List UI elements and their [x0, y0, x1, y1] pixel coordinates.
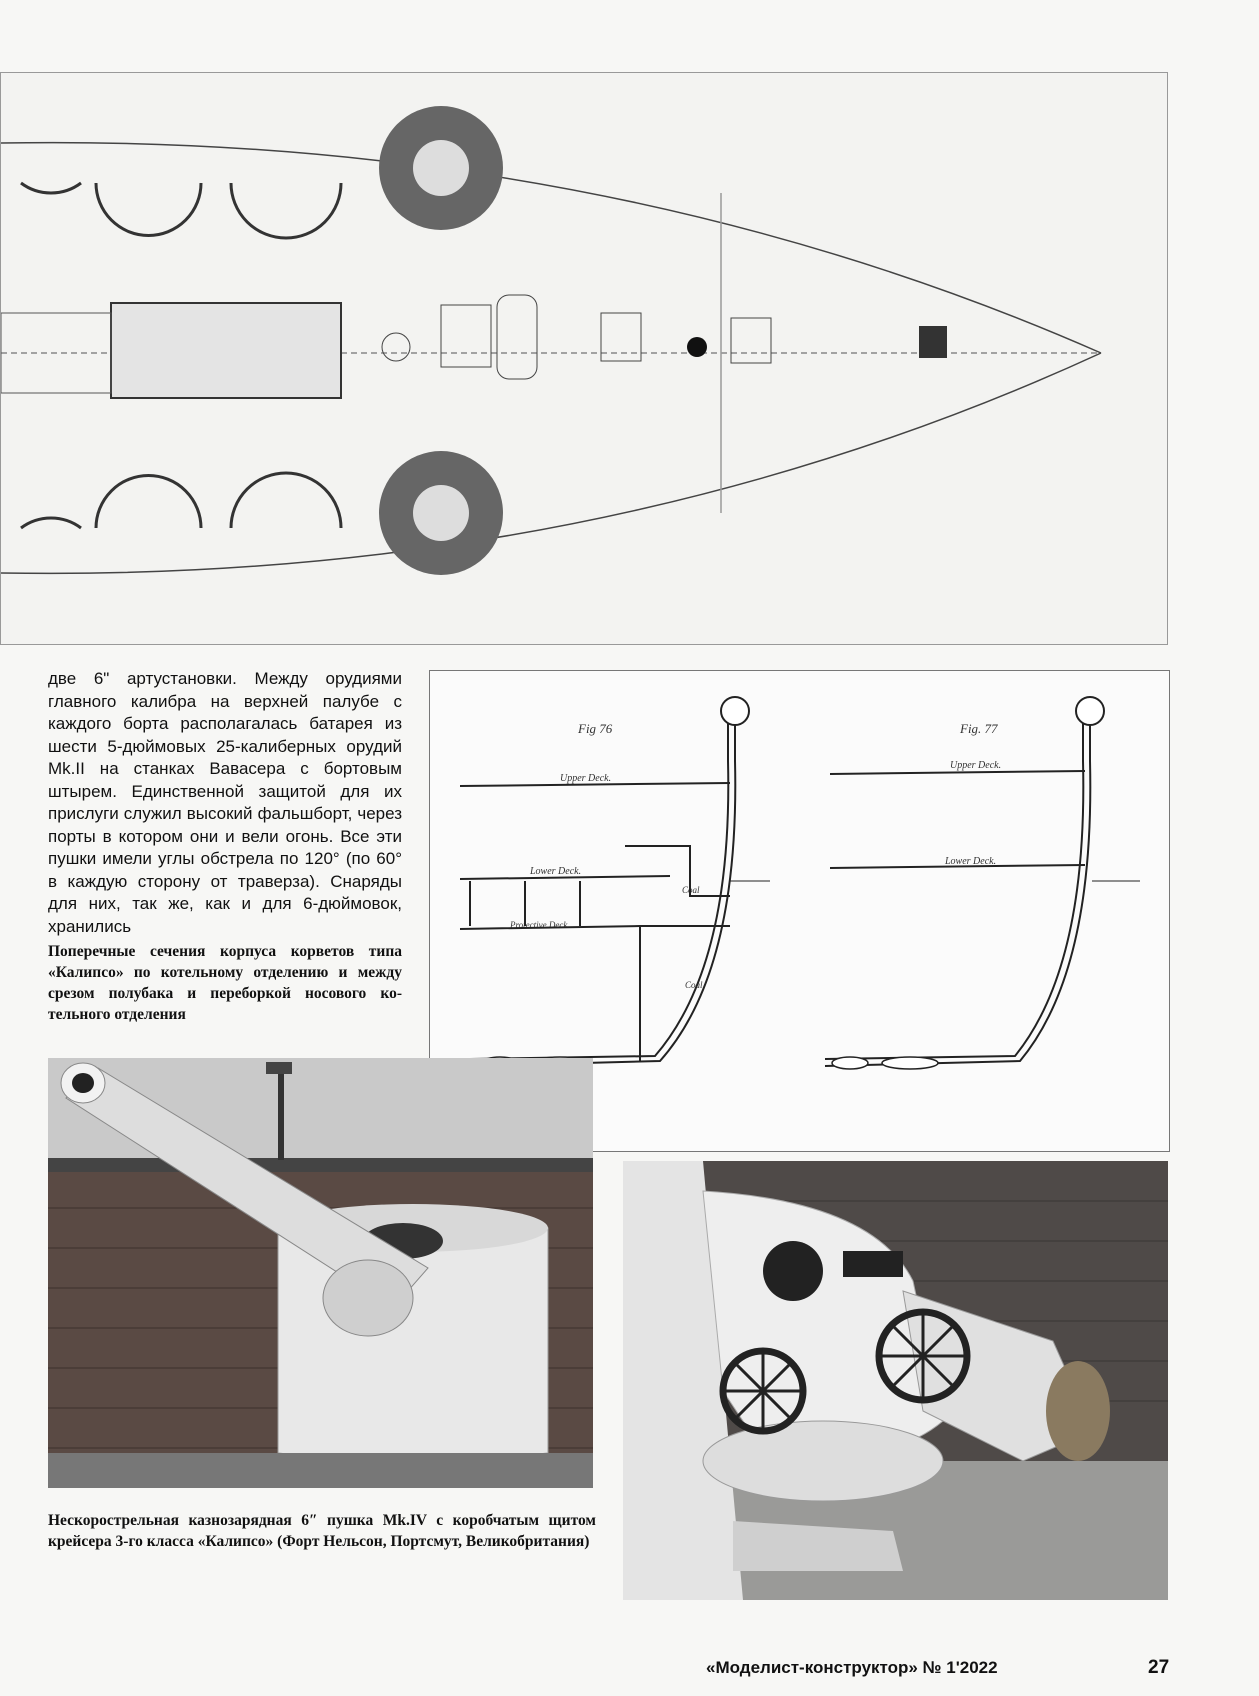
- fig77-upper-deck: Upper Deck.: [950, 760, 1002, 771]
- magazine-footer-title: «Моделист-конструктор» № 1'2022: [706, 1658, 998, 1677]
- fig76-mast-top: [721, 697, 749, 725]
- gun-photo-svg: [48, 1058, 593, 1488]
- fig76-lower-deck: Lower Deck.: [530, 866, 582, 877]
- gun-arc-1: [21, 183, 81, 193]
- gun-mk4-photo: [48, 1058, 593, 1488]
- capstan: [687, 337, 707, 357]
- fig76-protective-deck: Protective Deck: [510, 920, 568, 930]
- deck-plan-svg: [1, 73, 1167, 644]
- hatch: [919, 326, 947, 358]
- deck-plan-drawing: [0, 72, 1168, 645]
- funnel-casing: [111, 303, 341, 398]
- fig77-lower-deck: Lower Deck.: [945, 856, 997, 867]
- gun-arc-6: [231, 473, 341, 528]
- fig77-label: Fig. 77: [960, 721, 998, 736]
- fig76-coal-upper: Coal: [682, 885, 700, 895]
- fig76-label: Fig 76: [578, 721, 613, 736]
- fig76-upper-deck: Upper Deck.: [560, 773, 612, 784]
- cross-section-caption: Поперечные сечения корпуса корветов типа «Калипсо» по котельному отделению и между срезом полубака и переборкой носового котельного отделения: [48, 943, 402, 1023]
- fig77-mast-top: [1076, 697, 1104, 725]
- page-number: 27: [1148, 1657, 1170, 1678]
- skylight: [441, 305, 491, 367]
- fig77-upper-deck-line: [830, 771, 1085, 774]
- mount-photo-svg: [623, 1161, 1168, 1600]
- gun-arc-4: [21, 518, 81, 528]
- gun-arc-3: [231, 183, 341, 238]
- article-body-text: две 6" артустановки. Между орудиями главного калибра на верхней палубе с каждого борта располагалась батарея из шести 5-дюймовых 25-калиберных орудий Mk.II на станках Вавасера с бортовым штырем. Единственной защитой для их прислуги служил высокий фальшборт, через порты в котором они и вели огонь. Все эти пушки имели углы обстрела по 120° (по 60° в каждую сторону от траверза). Снаряды для них, так же, как и для 6-дюймовок, хранились: [48, 669, 402, 936]
- gun-arc-5: [96, 476, 201, 529]
- gun-photo-caption: Нескорострельная казнозарядная 6″ пушка Mk.IV с коробчатым щитом крейсера 3-го класса «Калипсо» (Форт Нельсон, Портсмут, Великобритания): [48, 1512, 596, 1550]
- gun-arc-2: [96, 183, 201, 236]
- gun-mount-photo: [623, 1161, 1168, 1600]
- fig76-coal-lower: Coal: [685, 980, 703, 990]
